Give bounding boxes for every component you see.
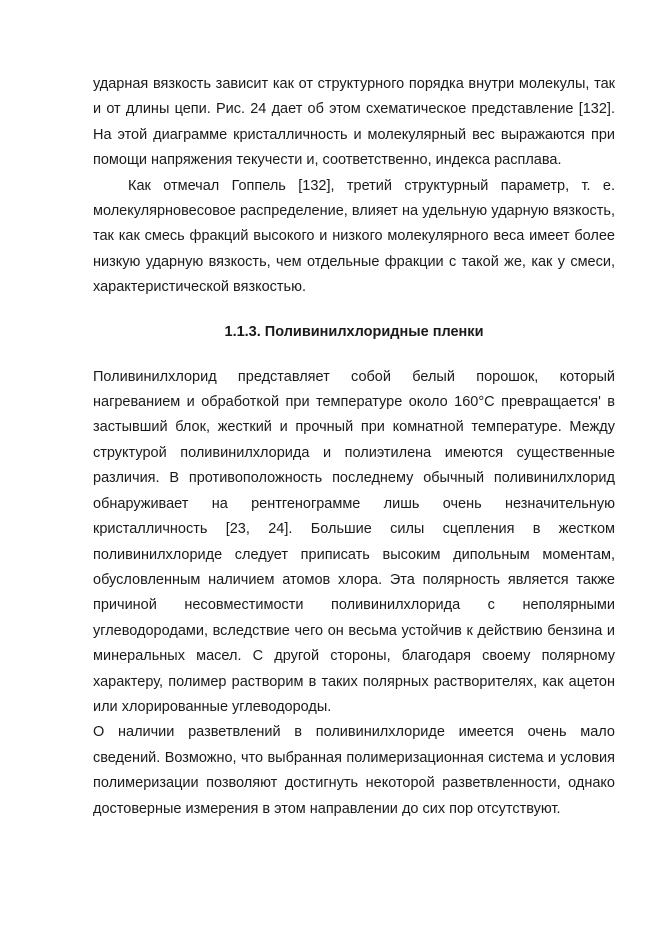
document-page xyxy=(93,72,615,822)
body-paragraph-1: ударная вязкость зависит как от структурного порядка внутри молекулы, так и от длины цепи. Рис. 24 дает об этом схематическое представление [132]. На этой диаграмме кристалличность и молекулярный вес выражаются при помощи напряжения текучести и, соответственно, индекса расплава. xyxy=(93,76,615,169)
body-paragraph-2: Как отмечал Гоппель [132], третий структурный параметр, т. е. молекулярновесовое распределение, влияет на удельную ударную вязкость, так как смесь фракций высокого и низкого молекулярного веса имеет более низкую ударную вязкость, чем отдельные фракции с такой же, как у смеси, характеристической вязкостью. xyxy=(93,177,615,296)
body-paragraph-4: О наличии разветвлений в поливинилхлориде имеется очень мало сведений. Возможно, что выбранная полимеризационная система и условия полимеризации позволяют достигнуть некоторой разветвленности, однако достоверные измерения в этом направлении до сих пор отсутствуют. xyxy=(93,724,615,817)
section-heading: 1.1.3. Поливинилхлоридные пленки xyxy=(224,323,484,340)
body-paragraph-3: Поливинилхлорид представляет собой белый порошок, который нагреванием и обработкой при температуре около 160°С превращается' в застывший блок, жесткий и прочный при комнатной температуре. Между структурой поливинилхлорида и полиэтилена имеются существенные различия. В противоположность последнему обычный поливинилхлорид обнаруживает на рентгенограмме лишь очень незначительную кристалличность [23, 24]. Большие силы сцепления в жестком поливинилхлориде следует приписать высоким дипольным моментам, обусловленным наличием атомов хлора. Эта полярность является также причиной несовместимости поливинилхлорида с неполярными углеводородами, вследствие чего он весьма устойчив к действию бензина и минеральных масел. С другой стороны, благодаря своему полярному характеру, полимер растворим в таких полярных растворителях, как ацетон или хлорированные углеводороды. xyxy=(93,368,615,715)
